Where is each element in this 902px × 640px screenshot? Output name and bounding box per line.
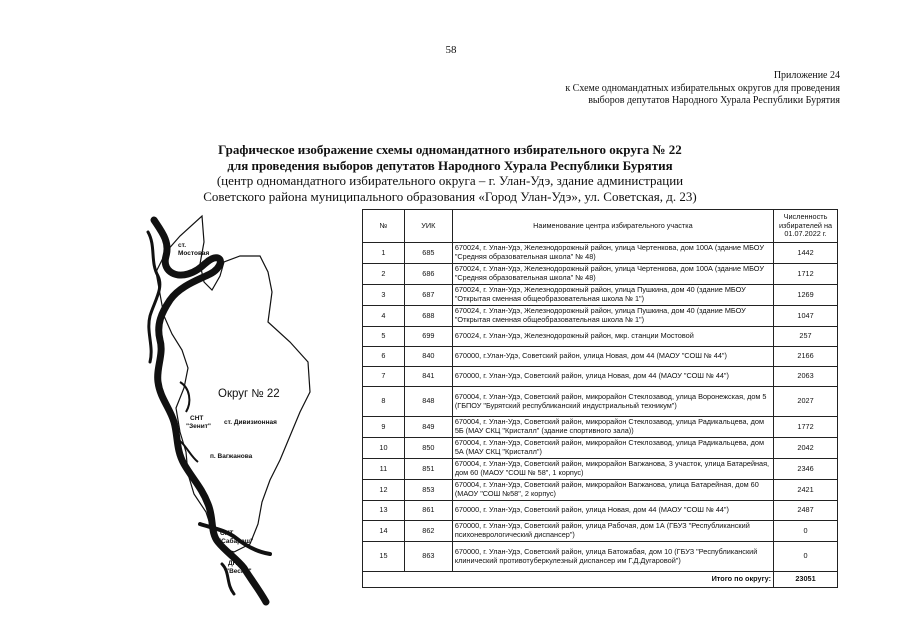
title-line: для проведения выборов депутатов Народного Хурала Республики Бурятия — [227, 157, 673, 173]
appendix-line: Приложение 24 — [773, 70, 840, 81]
cell-count: 2166 — [774, 347, 838, 367]
cell-count: 1712 — [774, 264, 838, 285]
cell-uik: 861 — [404, 501, 452, 521]
cell-count: 0 — [774, 542, 838, 572]
cell-num: 6 — [363, 347, 405, 367]
cell-num: 1 — [363, 243, 405, 264]
cell-uik: 851 — [404, 459, 452, 480]
table-row — [363, 459, 838, 480]
header-name: Наименование центра избирательного участка — [452, 210, 773, 243]
header-num: № — [363, 210, 405, 243]
cell-count: 1442 — [774, 243, 838, 264]
cell-uik: 686 — [404, 264, 452, 285]
map-label-snt-sabarash-1: СНТ — [220, 530, 234, 537]
map-label-snt-sabarash-2: "Сабараш" — [218, 538, 254, 545]
table-row — [363, 480, 838, 501]
cell-count: 1772 — [774, 417, 838, 438]
table-row — [363, 306, 838, 327]
cell-num: 14 — [363, 521, 405, 542]
cell-num: 4 — [363, 306, 405, 327]
map-label-dnt-vesna-1: ДНТ — [228, 560, 242, 567]
cell-uik: 849 — [404, 417, 452, 438]
cell-num: 5 — [363, 327, 405, 347]
cell-address: 670004, г. Улан-Удэ, Советский район, микрорайон Стеклозавод, улица Воронежская, дом 5 (ГБПОУ "Бурятский республиканский индустриальный техникум") — [452, 387, 773, 417]
map-label-snt-zenit-1: СНТ — [190, 415, 204, 422]
map-label-snt-zenit-2: "Зенит" — [186, 423, 211, 430]
polling-stations-table — [362, 209, 838, 588]
title-line: Графическое изображение схемы одномандатного избирательного округа № 22 — [218, 142, 682, 157]
map-label-divizionnaya: ст. Дивизионная — [224, 419, 277, 426]
cell-num: 8 — [363, 387, 405, 417]
table-row — [363, 327, 838, 347]
district-boundary — [156, 216, 310, 552]
cell-uik: 699 — [404, 327, 452, 347]
cell-uik: 840 — [404, 347, 452, 367]
table-row — [363, 243, 838, 264]
appendix-line: к Схеме одномандатных избирательных округов для проведения — [565, 82, 840, 94]
page-number: 58 — [445, 44, 457, 56]
cell-address: 670024, г. Улан-Удэ, Железнодорожный район, улица Чертенкова, дом 100А (здание МБОУ "Средняя образовательная школа" № 48) — [452, 243, 773, 264]
map-label-station-1: ст. — [178, 242, 187, 249]
cell-address: 670024, г. Улан-Удэ, Железнодорожный район, улица Пушкина, дом 40 (здание МБОУ "Открытая сменная общеобразовательная школа № 1") — [452, 306, 773, 327]
map-label-vagzhanova: п. Вагжанова — [210, 453, 253, 460]
header-uik: УИК — [404, 210, 452, 243]
cell-uik: 850 — [404, 438, 452, 459]
cell-uik: 853 — [404, 480, 452, 501]
cell-num: 10 — [363, 438, 405, 459]
table-total-row — [363, 572, 838, 588]
cell-num: 12 — [363, 480, 405, 501]
cell-count: 257 — [774, 327, 838, 347]
map-label-mostovaya: Мостовая — [178, 250, 210, 257]
total-value: 23051 — [774, 572, 838, 588]
cell-address: 670000, г. Улан-Удэ, Советский район, улица Новая, дом 44 (МАОУ "СОШ № 44") — [452, 501, 773, 521]
cell-address: 670024, г. Улан-Удэ, Железнодорожный район, улица Пушкина, дом 40 (здание МБОУ "Открытая сменная общеобразовательная школа № 1") — [452, 285, 773, 306]
cell-num: 11 — [363, 459, 405, 480]
subtitle-line: Советского района муниципального образования «Город Улан-Удэ», ул. Советская, д. 23) — [203, 188, 697, 204]
cell-count: 2421 — [774, 480, 838, 501]
cell-num: 9 — [363, 417, 405, 438]
table-row — [363, 501, 838, 521]
cell-num: 7 — [363, 367, 405, 387]
table-row — [363, 542, 838, 572]
cell-uik: 685 — [404, 243, 452, 264]
cell-count: 2346 — [774, 459, 838, 480]
cell-address: 670000, г. Улан-Удэ, Советский район, улица Новая, дом 44 (МАОУ "СОШ № 44") — [452, 367, 773, 387]
cell-count: 1269 — [774, 285, 838, 306]
table-row — [363, 347, 838, 367]
cell-count: 2063 — [774, 367, 838, 387]
map-label-dnt-vesna-2: "Весна" — [226, 568, 252, 575]
subtitle-line: (центр одномандатного избирательного округа – г. Улан-Удэ, здание администрации — [216, 173, 684, 188]
table-row — [363, 438, 838, 459]
district-map — [140, 212, 362, 607]
cell-count: 2487 — [774, 501, 838, 521]
cell-address: 670024, г. Улан-Удэ, Железнодорожный район, улица Чертенкова, дом 100А (здание МБОУ "Средняя образовательная школа" № 48) — [452, 264, 773, 285]
cell-uik: 862 — [404, 521, 452, 542]
table-row — [363, 387, 838, 417]
cell-count: 1047 — [774, 306, 838, 327]
total-label: Итого по округу: — [363, 572, 774, 588]
table-row — [363, 521, 838, 542]
cell-uik: 863 — [404, 542, 452, 572]
header-count: Численность избирателей на 01.07.2022 г. — [774, 210, 838, 243]
cell-address: 670000, г. Улан-Удэ, Советский район, улица Рабочая, дом 1А (ГБУЗ "Республиканский психоневрологический диспансер") — [452, 521, 773, 542]
cell-address: 670000, г.Улан-Удэ, Советский район, улица Новая, дом 44 (МАОУ "СОШ № 44") — [452, 347, 773, 367]
table-header-row — [363, 210, 838, 243]
cell-uik: 687 — [404, 285, 452, 306]
cell-count: 2042 — [774, 438, 838, 459]
cell-uik: 688 — [404, 306, 452, 327]
table-row — [363, 264, 838, 285]
cell-uik: 848 — [404, 387, 452, 417]
appendix-line: выборов депутатов Народного Хурала Республики Бурятия — [588, 95, 840, 106]
district-map-drawing — [140, 212, 362, 607]
cell-uik: 841 — [404, 367, 452, 387]
cell-address: 670004, г. Улан-Удэ, Советский район, микрорайон Стеклозавод, улица Радикальцева, дом 5А (МАУ СКЦ "Кристалл") — [452, 438, 773, 459]
cell-num: 15 — [363, 542, 405, 572]
appendix-caption — [565, 70, 840, 108]
cell-count: 2027 — [774, 387, 838, 417]
cell-count: 0 — [774, 521, 838, 542]
cell-address: 670004, г. Улан-Удэ, Советский район, микрорайон Вагжанова, 3 участок, улица Батарейная, дом 60 (МАОУ "СОШ № 58", 1 корпус) — [452, 459, 773, 480]
cell-address: 670024, г. Улан-Удэ, Железнодорожный район, мкр. станции Мостовой — [452, 327, 773, 347]
cell-num: 3 — [363, 285, 405, 306]
cell-num: 13 — [363, 501, 405, 521]
document-title — [160, 142, 740, 204]
table-row — [363, 285, 838, 306]
table-row — [363, 417, 838, 438]
cell-address: 670000, г. Улан-Удэ, Советский район, улица Батожабая, дом 10 (ГБУЗ "Республиканский клинический противотуберкулезный диспансер им Г.Д.Дугаровой") — [452, 542, 773, 572]
okrug-label: Округ № 22 — [218, 388, 280, 400]
table-row — [363, 367, 838, 387]
cell-address: 670004, г. Улан-Удэ, Советский район, микрорайон Стеклозавод, улица Радикальцева, дом 5Б (МАУ СКЦ "Кристалл" (здание спортивного зала)) — [452, 417, 773, 438]
cell-address: 670004, г. Улан-Удэ, Советский район, микрорайон Вагжанова, улица Батарейная, дом 60 (МАОУ "СОШ №58", 2 корпус) — [452, 480, 773, 501]
cell-num: 2 — [363, 264, 405, 285]
